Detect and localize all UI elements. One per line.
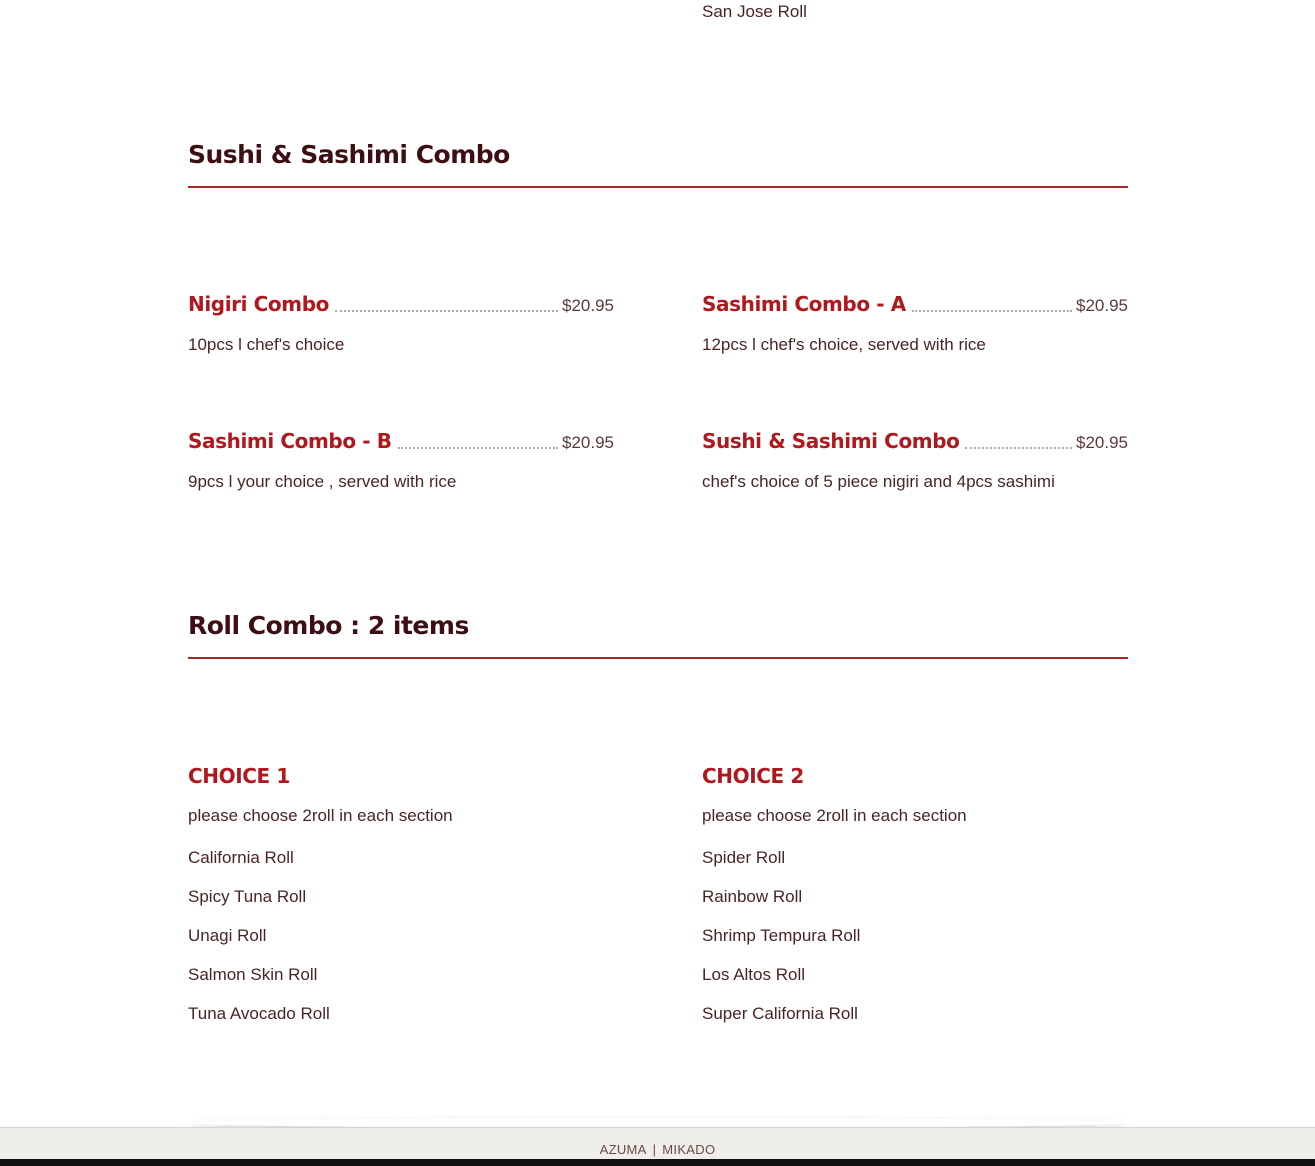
bottom-bar: [0, 1159, 1315, 1166]
list-item: Super California Roll: [702, 1004, 858, 1023]
menu-item-san-jose-roll: San Jose Roll: [702, 2, 807, 21]
section-divider: [188, 186, 1128, 188]
choice-1-column: [188, 764, 614, 1043]
item-name: Sushi & Sashimi Combo: [702, 429, 960, 453]
footer: [0, 1127, 1315, 1160]
list-item: Spicy Tuna Roll: [188, 887, 307, 906]
footer-separator: |: [652, 1142, 657, 1157]
section-sushi-sashimi-combo: [188, 140, 1128, 169]
menu-item: [188, 292, 614, 355]
dot-leader: [965, 446, 1072, 449]
list-item: Salmon Skin Roll: [188, 965, 318, 984]
item-price: $20.95: [562, 433, 614, 452]
section-roll-combo: [188, 611, 1128, 640]
section-title: Sushi & Sashimi Combo: [188, 140, 510, 169]
item-name: Nigiri Combo: [188, 292, 329, 316]
dot-leader: [335, 309, 558, 312]
item-description: 9pcs l your choice , served with rice: [188, 472, 457, 491]
item-name: Sashimi Combo - B: [188, 429, 392, 453]
menu-item: [702, 429, 1128, 492]
roll-list: [188, 848, 614, 1043]
item-price: $20.95: [1076, 296, 1128, 315]
choice-2-column: [702, 764, 1128, 1043]
footer-link-azuma[interactable]: AZUMA: [599, 1142, 647, 1157]
choice-title: CHOICE 2: [702, 764, 804, 788]
choice-description: please choose 2roll in each section: [188, 806, 453, 825]
list-item: Spider Roll: [702, 848, 786, 867]
item-price: $20.95: [1076, 433, 1128, 452]
item-description: 12pcs l chef's choice, served with rice: [702, 335, 986, 354]
item-price: $20.95: [562, 296, 614, 315]
item-description: chef's choice of 5 piece nigiri and 4pcs sashimi: [702, 472, 1055, 491]
dot-leader: [912, 309, 1072, 312]
list-item: Shrimp Tempura Roll: [702, 926, 861, 945]
roll-list: [702, 848, 1128, 1043]
menu-item: [188, 429, 614, 492]
list-item: Tuna Avocado Roll: [188, 1004, 330, 1023]
section-title: Roll Combo : 2 items: [188, 611, 469, 640]
dot-leader: [398, 446, 558, 449]
list-item: Los Altos Roll: [702, 965, 805, 984]
section-divider: [188, 657, 1128, 659]
list-item: California Roll: [188, 848, 294, 867]
footer-link-mikado[interactable]: MIKADO: [662, 1142, 716, 1157]
choice-title: CHOICE 1: [188, 764, 290, 788]
footer-links: [600, 1142, 716, 1157]
menu-item: [702, 292, 1128, 355]
item-description: 10pcs l chef's choice: [188, 335, 345, 354]
list-item: Rainbow Roll: [702, 887, 803, 906]
list-item: Unagi Roll: [188, 926, 267, 945]
item-name: Sashimi Combo - A: [702, 292, 906, 316]
choice-description: please choose 2roll in each section: [702, 806, 967, 825]
